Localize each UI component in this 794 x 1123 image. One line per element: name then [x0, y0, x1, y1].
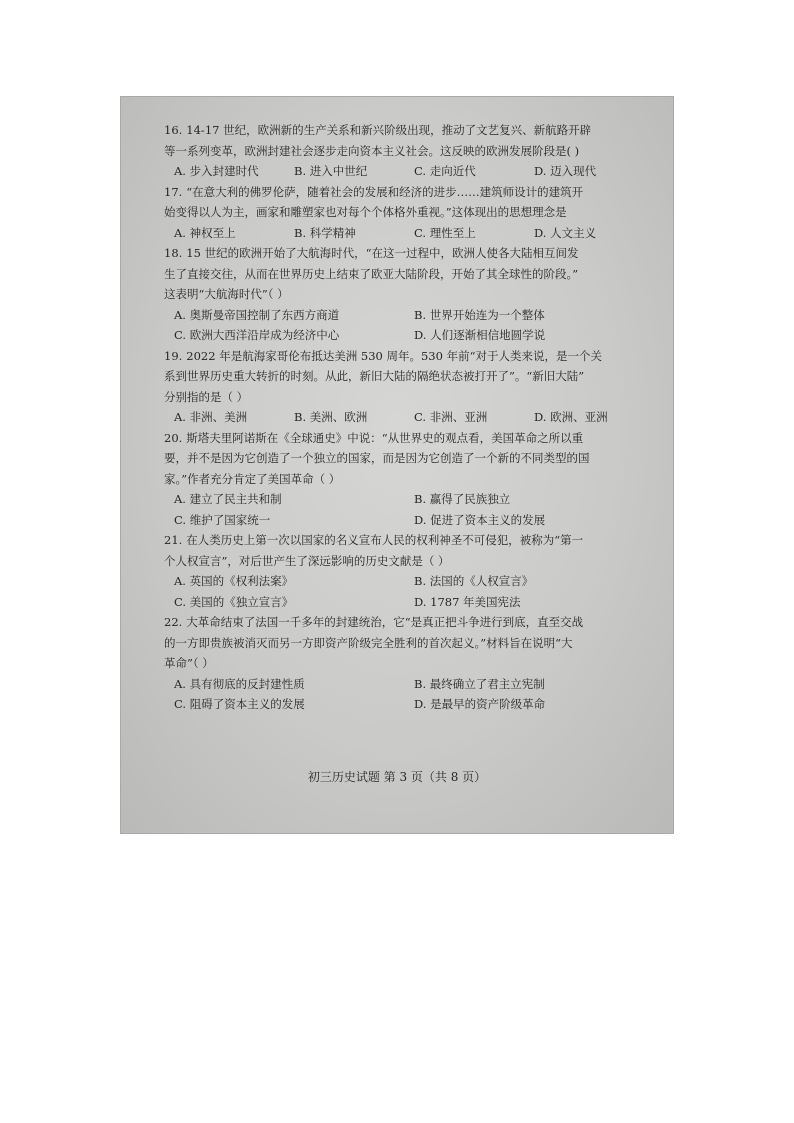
options-row: [164, 674, 644, 715]
question-text-line: 生了直接交往，从而在世界历史上结束了欧亚大陆阶段，开始了其全球性的阶段。”: [164, 266, 579, 281]
option-b: B. 最终确立了君主立宪制: [414, 676, 545, 691]
question-text-line: [164, 346, 644, 367]
question-text-line: [164, 612, 644, 633]
question-text-line: 家。”作者充分肯定了美国革命（ ）: [164, 471, 341, 486]
exam-page-photo: [120, 96, 674, 834]
question-number: 20.: [164, 430, 183, 445]
question-text-line: 要，并不是因为它创造了一个独立的国家，而是因为它创造了一个新的不同类型的国: [164, 451, 590, 465]
question-number: 16.: [164, 123, 183, 137]
options-row: [164, 161, 644, 182]
option-d: D. 1787 年美国宪法: [414, 594, 521, 609]
question-16: [164, 120, 644, 182]
option-a: A. 神权至上: [174, 225, 236, 240]
question-text-line: 始变得以人为主，画家和雕塑家也对每个个体格外重视。”这体现出的思想理念是: [164, 205, 567, 219]
question-19: [164, 346, 644, 428]
option-d: D. 是最早的资产阶级革命: [414, 697, 546, 711]
question-text-line: 的一方即贵族被消灭而另一方即资产阶级完全胜利的首次起义。”材料旨在说明“大: [164, 635, 573, 650]
question-text-line: 分别指的是（ ）: [164, 389, 249, 404]
question-text-line: [164, 428, 644, 449]
question-text-line: 革命”（ ）: [164, 656, 214, 670]
page-footer: 初三历史试题 第 3 页（共 8 页）: [307, 770, 487, 784]
options-row: [164, 571, 644, 612]
question-text-line: [164, 120, 644, 141]
option-c: C. 维护了国家统一: [174, 512, 271, 527]
option-a: A. 奥斯曼帝国控制了东西方商道: [174, 307, 340, 322]
question-text-line: [164, 243, 644, 264]
option-b: B. 赢得了民族独立: [414, 492, 511, 506]
option-c: C. 美国的《独立宣言》: [174, 594, 294, 609]
option-b: B. 科学精神: [294, 225, 356, 240]
option-b: B. 进入中世纪: [294, 164, 368, 178]
option-a: A. 非洲、美洲: [174, 410, 248, 424]
question-text: 斯塔夫里阿诺斯在《全球通史》中说：“从世界史的观点看，美国革命之所以重: [186, 430, 584, 445]
question-text-line: 系到世界历史重大转折的时刻。从此，新旧大陆的隔绝状态被打开了”。“新旧大陆”: [164, 369, 585, 383]
question-text-line: [164, 530, 644, 551]
option-a: A. 建立了民主共和制: [174, 492, 282, 506]
option-c: C. 理性至上: [414, 225, 476, 240]
question-number: 22.: [164, 615, 183, 629]
question-number: 17.: [164, 184, 183, 199]
question-number: 21.: [164, 533, 183, 547]
option-b: B. 世界开始连为一个整体: [414, 307, 545, 322]
question-22: [164, 612, 644, 715]
option-b: B. 法国的《人权宣言》: [414, 574, 534, 588]
question-text-line: 这表明“大航海时代”（ ）: [164, 287, 289, 301]
option-d: D. 欧洲、亚洲: [534, 410, 608, 424]
option-d: D. 迈入现代: [534, 164, 597, 178]
question-text-line: 等一系列变革，欧洲封建社会逐步走向资本主义社会。这反映的欧洲发展阶段是( ): [164, 143, 580, 158]
option-c: C. 非洲、亚洲: [414, 410, 488, 424]
option-c: C. 欧洲大西洋沿岸成为经济中心: [174, 328, 340, 342]
question-text: “在意大利的佛罗伦萨，随着社会的发展和经济的进步……建筑师设计的建筑开: [186, 184, 584, 199]
option-a: A. 步入封建时代: [174, 164, 259, 178]
options-row: [164, 305, 644, 346]
question-text-line: 个人权宣言”，对后世产生了深远影响的历史文献是（ ）: [164, 553, 450, 568]
question-list: [164, 120, 644, 715]
question-17: [164, 182, 644, 244]
option-a: A. 英国的《权利法案》: [174, 574, 294, 588]
option-d: D. 人们逐渐相信地圆学说: [414, 328, 546, 342]
question-21: [164, 530, 644, 612]
option-b: B. 美洲、欧洲: [294, 410, 368, 424]
option-a: A. 具有彻底的反封建性质: [174, 676, 305, 691]
question-text: 大革命结束了法国一千多年的封建统治，它“是真正把斗争进行到底，直至交战: [186, 615, 584, 629]
question-text: 在人类历史上第一次以国家的名义宣布人民的权利神圣不可侵犯，被称为“第一: [186, 533, 584, 547]
question-number: 19.: [164, 348, 183, 363]
option-d: D. 人文主义: [534, 225, 597, 240]
options-row: [164, 407, 644, 428]
question-text-line: [164, 182, 644, 203]
options-row: [164, 223, 644, 244]
question-text: 14-17 世纪，欧洲新的生产关系和新兴阶级出现，推动了文艺复兴、新航路开辟: [186, 123, 592, 137]
question-20: [164, 428, 644, 531]
option-d: D. 促进了资本主义的发展: [414, 512, 546, 527]
question-18: [164, 243, 644, 346]
options-row: [164, 489, 644, 530]
question-number: 18.: [164, 246, 183, 260]
question-text: 15 世纪的欧洲开始了大航海时代，“在这一过程中，欧洲人使各大陆相互间发: [186, 246, 579, 260]
option-c: C. 走向近代: [414, 164, 476, 178]
question-text: 2022 年是航海家哥伦布抵达美洲 530 周年。530 年前“对于人类来说，是一个关: [186, 348, 602, 363]
option-c: C. 阻碍了资本主义的发展: [174, 697, 305, 711]
